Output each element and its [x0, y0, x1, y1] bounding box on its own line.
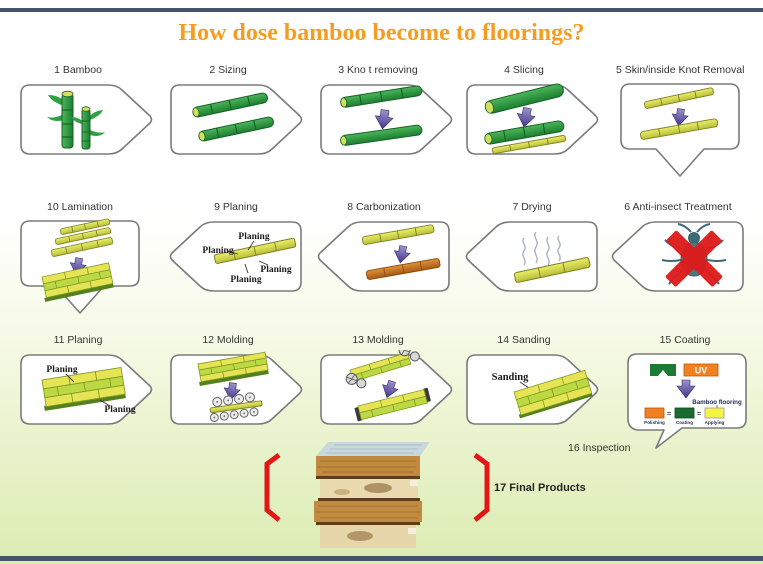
top-rule: [0, 8, 763, 12]
step-4-label: 4 Slicing: [504, 64, 544, 76]
uv-label: UV: [694, 365, 708, 376]
slicing-icon: [462, 80, 602, 160]
coating-legend-2: Applying: [704, 420, 725, 425]
step-panel-7-drying: [462, 201, 602, 297]
step-panel-8-carbonization: [314, 201, 454, 297]
molding-rollers-icon: [316, 350, 456, 430]
bamboo-poles-icon: [166, 80, 306, 160]
step-panel-1-bamboo: [16, 64, 156, 160]
flooring-stack-image: [298, 436, 438, 552]
step-8-label: 8 Carbonization: [347, 201, 421, 213]
step-panel-15-coating: [620, 334, 750, 454]
planing-label: Planing: [202, 246, 234, 256]
step-panel-5-skin-knot-removal: [616, 64, 744, 182]
step-panel-4-slicing: [462, 64, 602, 160]
step-11-label: 11 Planing: [53, 334, 103, 346]
step-panel-9-planing: [166, 201, 306, 297]
planing-label: Planing: [104, 405, 136, 415]
step-14-label: 14 Sanding: [497, 334, 551, 346]
down-arrow-icon: [677, 380, 695, 398]
step-16-label: 16 Inspection: [568, 442, 631, 454]
bottom-rule: [0, 556, 763, 561]
drying-steam-icon: [462, 217, 602, 297]
step-panel-6-anti-insect: [608, 201, 748, 297]
step-9-label: 9 Planing: [214, 201, 258, 213]
step-panel-11-planing: [16, 334, 156, 430]
step-panel-2-sizing: [166, 64, 306, 160]
sanding-board-icon: [462, 350, 602, 430]
step-1-label: 1 Bamboo: [54, 64, 102, 76]
step-panel-13-molding: [316, 334, 456, 430]
step-17-label: 17 Final Products: [494, 482, 586, 494]
down-arrow-icon: [374, 109, 394, 130]
bracket-right: [470, 452, 492, 524]
bamboo-stalks-icon: [16, 80, 156, 160]
step-3-label: 3 Kno t removing: [338, 64, 418, 76]
planing-label: Planing: [230, 275, 262, 285]
coating-legend-1: Coating: [675, 420, 694, 425]
bracket-left: [262, 452, 284, 524]
strip-refining-icon: [616, 80, 744, 182]
step-panel-3-knot-removing: [316, 64, 456, 160]
step-7-label: 7 Drying: [512, 201, 552, 213]
step-panel-14-sanding: [462, 334, 602, 430]
knot-removing-icon: [316, 80, 456, 160]
coating-legend-0: Polishing: [644, 420, 665, 425]
planing-label: Planing: [238, 232, 270, 242]
clamp-icon: [650, 364, 676, 376]
step-13-label: 13 Molding: [352, 334, 404, 346]
step-10-label: 10 Lamination: [47, 201, 113, 213]
step-6-label: 6 Anti-insect Treatment: [624, 201, 732, 213]
no-insect-icon: [608, 217, 748, 297]
planing-board-icon: [16, 350, 156, 430]
bamboo-flooring-label: Bamboo flooring: [692, 399, 742, 406]
step-2-label: 2 Sizing: [209, 64, 247, 76]
planing-strip-icon: [166, 217, 306, 297]
sanding-label: Sanding: [491, 372, 529, 383]
step-5-label: 5 Skin/inside Knot Removal: [616, 64, 745, 76]
molding-press-icon: [166, 350, 306, 430]
planing-label: Planing: [46, 365, 78, 375]
step-panel-12-molding: [166, 334, 306, 430]
lamination-icon: [16, 217, 144, 319]
equals-sign: =: [696, 411, 702, 418]
step-15-label: 15 Coating: [659, 334, 711, 346]
planing-label: Planing: [260, 265, 292, 275]
step-12-label: 12 Molding: [202, 334, 254, 346]
equals-sign: =: [666, 411, 672, 418]
carbonization-icon: [314, 217, 454, 297]
step-panel-10-lamination: [16, 201, 144, 319]
page-title: How dose bamboo become to floorings?: [178, 20, 585, 46]
down-arrow-icon: [392, 245, 411, 265]
coating-diagram-icon: [620, 350, 750, 454]
